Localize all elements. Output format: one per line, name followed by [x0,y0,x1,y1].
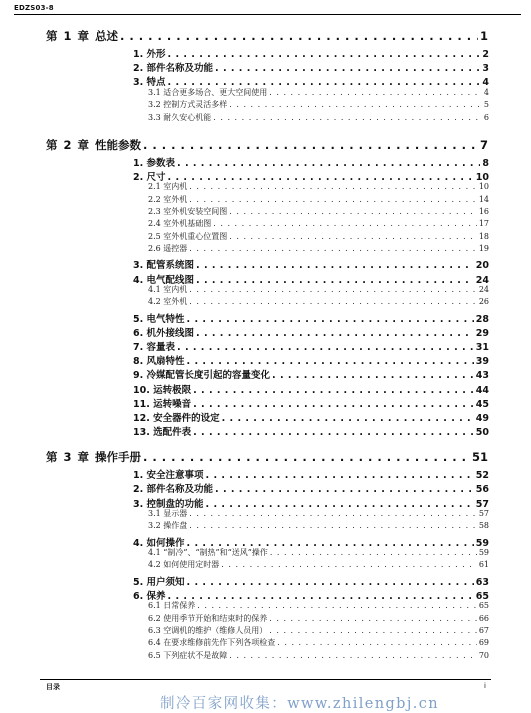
toc-entry-title: 4. 如何操作 [133,537,185,549]
dot-leader [213,113,482,122]
toc-entry-page-number: 5 [483,100,489,110]
dot-leader [189,182,477,191]
toc-entry-page-number: 39 [475,356,489,368]
toc-entry-page-number: 7 [479,137,488,152]
dot-leader [272,370,474,381]
toc-entry-page-number: 49 [475,413,489,424]
toc-entry-sub[interactable] [148,194,489,205]
dot-leader [193,399,474,410]
toc-entry-section[interactable] [133,382,489,396]
toc-entry-page-number: 31 [475,342,489,353]
toc-entry-page-number: 70 [478,650,489,660]
toc-entry-page-number: 57 [475,498,489,510]
dot-leader [168,49,481,60]
toc-entry-title: 2.5 室外机重心位置图 [148,231,228,241]
toc-entry-title: 6. 保养 [133,590,166,602]
dot-leader [189,244,477,253]
toc-entry-title: 7. 容量表 [133,342,176,353]
toc-entry-page-number: 67 [478,626,489,635]
toc-entry-page-number: 1 [479,29,488,43]
dot-leader [187,314,474,325]
dot-leader [143,450,470,464]
dot-leader [189,521,477,530]
toc-entry-page-number: 69 [478,638,489,648]
dot-leader [197,601,477,610]
toc-entry-section[interactable] [133,311,489,325]
toc-entry-title: 1. 参数表 [133,157,176,169]
toc-entry-title: 3.1 适合更多场合、更大空间使用 [148,87,268,97]
toc-entry-page-number: 24 [478,285,489,294]
toc-entry-section[interactable] [133,46,489,60]
dot-leader [193,385,474,396]
toc-entry-page-number: 10 [475,171,489,183]
dot-leader [222,413,474,424]
dot-leader [177,342,474,353]
toc-entry-page-number: 4 [483,87,489,97]
toc-entry-chapter[interactable] [46,449,488,465]
toc-entry-section[interactable] [133,257,489,271]
toc-entry-section[interactable] [133,410,489,424]
dot-leader [189,195,477,204]
toc-entry-section[interactable] [133,60,489,74]
toc-entry-page-number: 19 [478,244,489,254]
toc-entry-sub[interactable] [148,112,489,123]
toc-entry-page-number: 56 [475,484,489,496]
toc-entry-sub[interactable] [148,637,489,648]
dot-leader [269,614,477,623]
watermark-text: 制冷百家网收集：www.zhilengbj.cn [160,696,440,712]
toc-entry-title: 3. 特点 [133,77,166,89]
dot-leader [196,328,474,339]
toc-entry-title: 6.2 使用季节开始和结束时的保养 [148,613,268,623]
toc-entry-title: 4. 电气配线图 [133,274,195,286]
footer-section-label: 目录 [46,683,60,691]
dot-leader [270,548,477,557]
toc-entry-page-number: 8 [482,157,489,169]
toc-entry-title: 2. 部件名称及功能 [133,63,214,75]
toc-entry-sub[interactable] [148,520,489,531]
toc-entry-page-number: 51 [471,450,488,465]
toc-entry-page-number: 58 [478,521,489,531]
toc-entry-title: 5. 电气特性 [133,313,185,325]
toc-entry-section[interactable] [133,353,489,367]
toc-entry-title: 2. 尺寸 [133,171,166,183]
toc-entry-page-number: 43 [475,370,489,382]
toc-entry-title: 第 1 章 总述 [46,29,119,43]
toc-entry-sub[interactable] [148,99,489,110]
toc-entry-title: 4.2 室外机 [148,297,188,307]
toc-entry-page-number: 65 [475,590,489,602]
footer-page-number: i [484,682,486,690]
toc-entry-title: 2. 部件名称及功能 [133,484,214,496]
toc-entry-chapter[interactable] [46,137,488,153]
toc-entry-page-number: 52 [475,470,489,482]
toc-entry-section[interactable] [133,574,489,588]
toc-entry-page-number: 20 [475,260,489,272]
toc-entry-sub[interactable] [148,87,489,98]
toc-entry-title: 3. 配管系统图 [133,260,195,272]
toc-entry-section[interactable] [133,339,489,353]
toc-entry-page-number: 57 [478,509,489,518]
toc-entry-page-number: 45 [475,398,489,410]
toc-entry-title: 6.3 空调机的维护（维修人员用） [148,626,268,635]
toc-entry-page-number: 6 [483,112,489,122]
dot-leader [193,427,474,438]
toc-entry-sub[interactable] [148,600,489,611]
toc-entry-sub[interactable] [148,508,489,519]
dot-leader [215,484,474,495]
toc-entry-page-number: 63 [475,576,489,588]
toc-entry-section[interactable] [133,367,489,381]
dot-leader [229,232,477,241]
dot-leader [189,285,477,294]
toc-entry-page-number: 17 [478,219,489,229]
dot-leader [177,158,480,169]
toc-entry-title: 8. 风扇特性 [133,356,185,368]
dot-leader [120,29,478,43]
dot-leader [187,577,474,588]
toc-entry-page-number: 16 [478,207,489,216]
dot-leader [269,626,477,635]
toc-entry-title: 1. 外形 [133,49,166,60]
toc-entry-title: 2.2 室外机 [148,194,188,204]
dot-leader [229,207,477,216]
toc-entry-page-number: 3 [482,63,489,75]
dot-leader [229,100,482,109]
toc-entry-sub[interactable] [148,296,489,307]
toc-entry-page-number: 10 [478,182,489,192]
toc-entry-title: 6.4 在要求维修前先作下列各项检查 [148,638,276,648]
footer-divider [40,679,491,680]
toc-entry-page-number: 14 [478,194,489,204]
toc-entry-sub[interactable] [148,218,489,229]
toc-entry-title: 6.5 下列症状不是故障 [148,650,228,660]
toc-entry-page-number: 18 [478,231,489,241]
toc-entry-title: 13. 选配件表 [133,427,192,439]
toc-entry-section[interactable] [133,155,489,169]
toc-entry-title: 3.1 显示器 [148,509,188,518]
toc-entry-title: 3.2 操作盘 [148,521,188,531]
toc-entry-title: 2.4 室外机基础图 [148,219,212,229]
toc-entry-title: 3.3 耐久安心机能 [148,112,212,122]
toc-entry-title: 2.6 遥控器 [148,244,188,254]
toc-entry-section[interactable] [133,467,489,481]
toc-entry-title: 10. 运转极限 [133,384,192,396]
dot-leader [221,560,477,569]
toc-entry-title: 5. 用户须知 [133,576,185,588]
toc-entry-sub[interactable] [148,650,489,661]
toc-entry-page-number: 66 [478,613,489,623]
toc-entry-title: 3.2 控制方式灵活多样 [148,100,228,110]
dot-leader [215,63,480,74]
toc-entry-title: 4.1 室内机 [148,285,188,294]
toc-entry-section[interactable] [133,424,489,438]
toc-entry-title: 6. 机外接线图 [133,327,195,339]
toc-entry-page-number: 65 [478,601,489,611]
toc-entry-title: 第 2 章 性能参数 [46,137,142,152]
toc-entry-page-number: 28 [475,313,489,325]
toc-entry-title: 第 3 章 操作手册 [46,450,142,465]
toc-entry-sub[interactable] [148,547,489,558]
toc-entry-title: 4.1 “制冷”、“制热”和“送风”操作 [148,548,268,557]
dot-leader [189,297,477,306]
toc-entry-page-number: 59 [475,537,489,549]
toc-entry-title: 3. 控制盘的功能 [133,498,204,510]
toc-entry-page-number: 29 [475,327,489,339]
toc-entry-title: 12. 安全器件的设定 [133,413,220,424]
toc-entry-page-number: 26 [478,297,489,307]
dot-leader [213,219,477,228]
toc-entry-page-number: 4 [482,77,489,89]
toc-entry-page-number: 59 [478,548,489,557]
dot-leader [229,651,477,660]
toc-entry-sub[interactable] [148,613,489,624]
dot-leader [143,138,478,152]
dot-leader [189,509,477,518]
toc-entry-sub[interactable] [148,181,489,192]
toc-entry-title: 1. 安全注意事项 [133,470,204,482]
document-code: EDZS03-8 [14,4,54,12]
toc-entry-title: 11. 运转噪音 [133,398,192,410]
toc-entry-sub[interactable] [148,231,489,242]
toc-entry-section[interactable] [133,325,489,339]
toc-entry-title: 6.1 日常保养 [148,601,196,611]
toc-entry-chapter[interactable] [46,28,488,44]
toc-entry-title: 2.3 室外机安装空间图 [148,207,228,216]
toc-entry-sub[interactable] [148,559,489,570]
toc-entry-sub[interactable] [148,206,489,217]
dot-leader [206,470,474,481]
dot-leader [196,260,474,271]
toc-entry-title: 4.2 如何使用定时器 [148,560,220,570]
toc-entry-page-number: 44 [475,384,489,396]
toc-entry-sub[interactable] [148,243,489,254]
toc-entry-sub[interactable] [148,625,489,636]
toc-entry-page-number: 2 [482,49,489,60]
toc-entry-page-number: 24 [475,274,489,286]
toc-entry-section[interactable] [133,481,489,495]
toc-entry-title: 9. 冷媒配管长度引起的容量变化 [133,370,271,382]
toc-entry-title: 2.1 室内机 [148,182,188,192]
toc-entry-page-number: 61 [478,560,489,570]
dot-leader [269,88,482,97]
toc-entry-page-number: 50 [475,427,489,439]
toc-entry-section[interactable] [133,396,489,410]
toc-entry-sub[interactable] [148,284,489,295]
dot-leader [277,638,477,647]
dot-leader [187,356,474,367]
